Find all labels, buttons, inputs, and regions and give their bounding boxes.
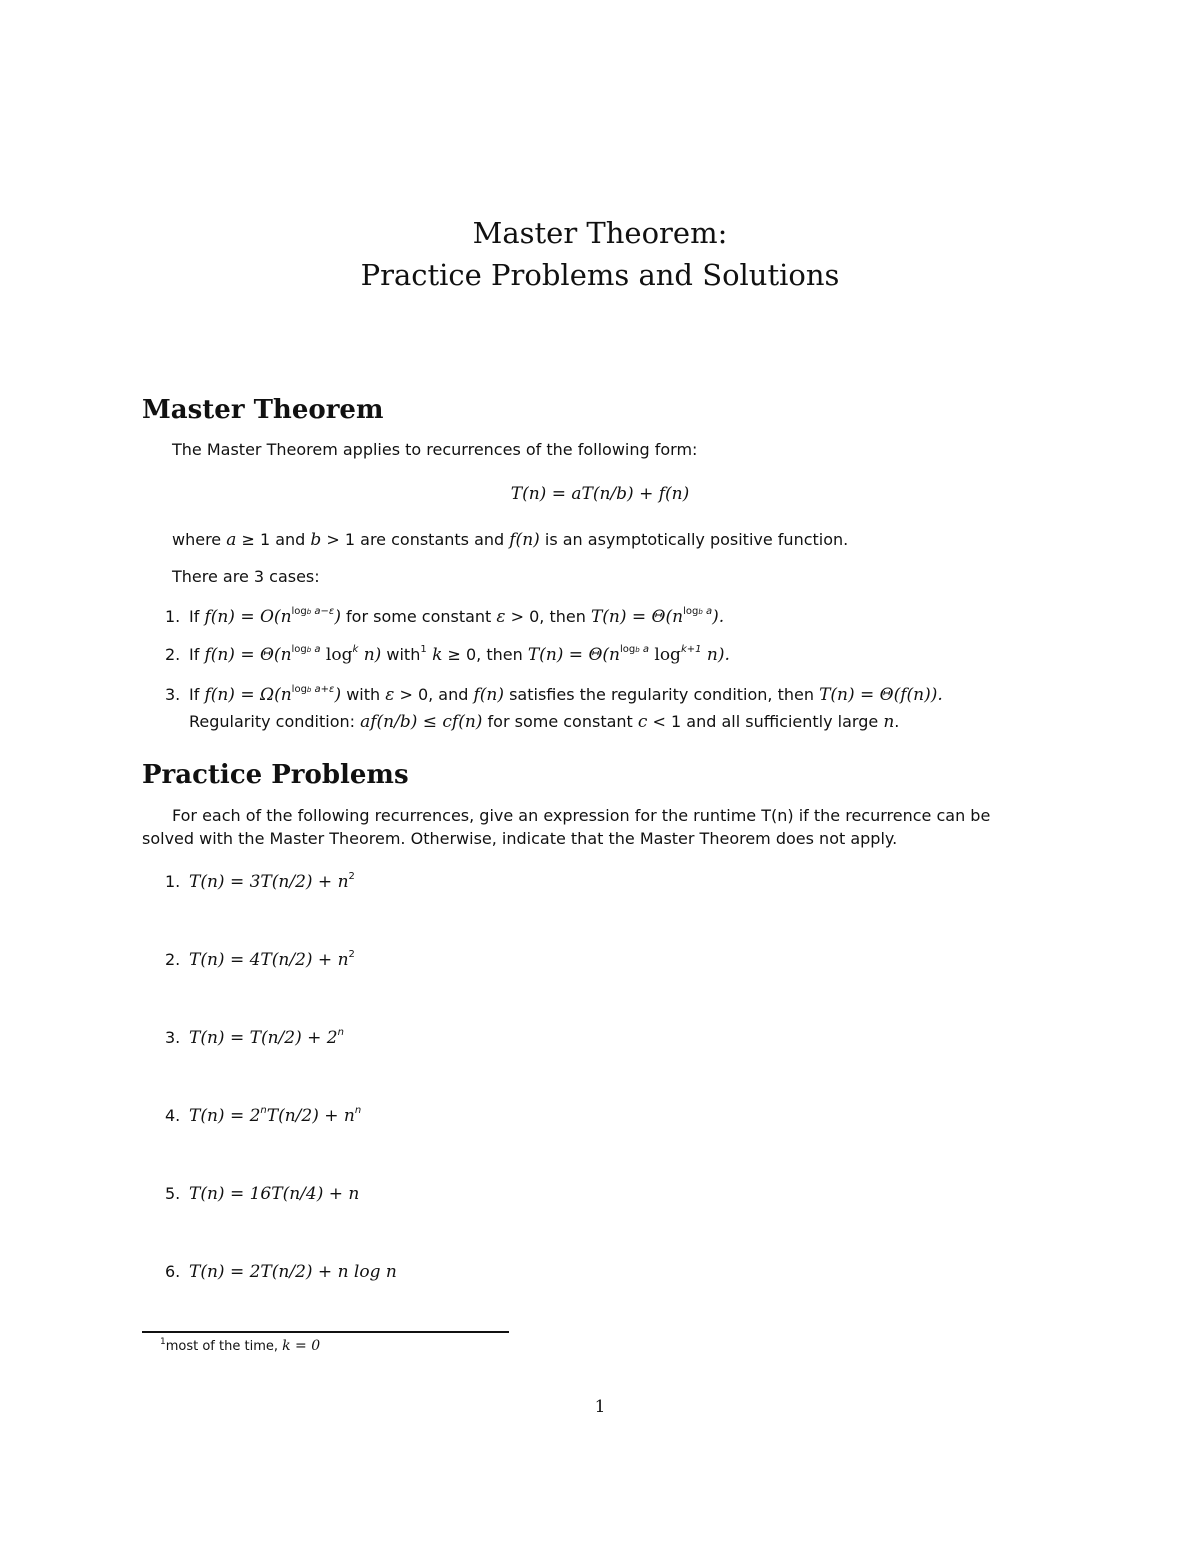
exp-base: b (635, 646, 640, 654)
exp-base: b (306, 646, 312, 654)
var-b: b (310, 530, 322, 550)
regularity-text: < 1 and all sufficiently large (647, 712, 884, 731)
case-text: for some constant (340, 607, 497, 626)
case-math: f(n) = Θ(n (204, 645, 292, 665)
recurrence-formula: T(n) = aT(n/b) + f(n) (510, 484, 690, 504)
regularity-math: af(n/b) ≤ cf(n) (360, 712, 483, 732)
exp-rest: a (702, 606, 713, 617)
problem-expression: T(n) = 3T(n/2) + n (189, 872, 349, 892)
case-text: If (189, 607, 205, 626)
case-exponent: k+1 (680, 644, 702, 655)
case-math: ). (712, 607, 725, 627)
case-1 (165, 607, 724, 627)
case-text: > 0, then (505, 607, 591, 626)
footnote-divider (142, 1331, 509, 1333)
case-text: with (341, 685, 386, 704)
where-text-4: is an asymptotically positive function. (539, 530, 849, 549)
case-text: satisfies the regularity condition, then (504, 685, 820, 704)
case-math: ε (496, 607, 506, 627)
exp-base: b (306, 686, 312, 694)
practice-intro-line-2: solved with the Master Theorem. Otherwise, indicate that the Master Theorem does not apply. (142, 829, 898, 848)
title-line-2: Practice Problems and Solutions (360, 258, 840, 292)
problem-expression: T(n) = 4T(n/2) + n (189, 950, 349, 970)
problem-1 (165, 872, 355, 892)
case-exponent (292, 644, 321, 655)
case-math: f(n) = Ω(n (204, 685, 292, 705)
where-text-1: where (172, 530, 227, 549)
case-math: n) (358, 645, 382, 665)
case-math: log (648, 645, 681, 665)
case-text: If (189, 685, 205, 704)
cases-intro: There are 3 cases: (172, 567, 320, 586)
problem-expression: T(n) = T(n/2) + 2 (189, 1028, 338, 1048)
where-text-2: ≥ 1 and (236, 530, 311, 549)
case-math: n). (701, 645, 730, 665)
case-math: f(n) (473, 685, 504, 705)
document-title (0, 212, 1200, 296)
case-text: If (189, 645, 205, 664)
regularity-math: n (883, 712, 895, 732)
exp-base: b (698, 608, 703, 616)
case-3 (165, 685, 943, 705)
footnote-text: most of the time, (165, 1339, 283, 1354)
practice-intro-line-1: For each of the following recurrences, give an expression for the runtime T(n) if the recurrence can be (172, 806, 991, 825)
footnote-ref: 1 (420, 644, 427, 655)
case-number: 2. (165, 645, 181, 664)
var-a: a (226, 530, 237, 550)
problem-exponent: 2 (348, 949, 355, 960)
problem-number: 4. (165, 1106, 181, 1125)
page-number: 1 (594, 1397, 606, 1417)
exp-rest: a (639, 644, 649, 655)
regularity-condition (189, 712, 899, 732)
regularity-text: Regularity condition: (189, 712, 361, 731)
case-number: 3. (165, 685, 181, 704)
case-exponent: k (352, 644, 359, 655)
case-text: with (381, 645, 421, 664)
problem-expression: T(n) = 16T(n/4) + n (189, 1184, 360, 1204)
problem-expression: T(n) = 2T(n/2) + n log n (189, 1262, 397, 1282)
problem-2 (165, 950, 355, 970)
intro-paragraph: The Master Theorem applies to recurrences of the following form: (172, 440, 698, 459)
footnote (160, 1338, 320, 1354)
problem-number: 6. (165, 1262, 181, 1281)
where-clause (172, 530, 848, 550)
title-line-1: Master Theorem: (472, 216, 728, 250)
case-math: ) (334, 685, 342, 705)
problem-exponent: n (354, 1105, 362, 1116)
exp-rest: a (311, 644, 321, 655)
footnote-mark: 1 (160, 1337, 166, 1347)
exp-base: b (306, 608, 312, 616)
case-math: ) (334, 607, 341, 627)
problem-number: 3. (165, 1028, 181, 1047)
regularity-text: for some constant (482, 712, 638, 731)
problem-5 (165, 1184, 359, 1204)
exp-log: log (619, 644, 636, 655)
case-math: T(n) = Θ(f(n)). (819, 685, 943, 705)
case-exponent (620, 644, 649, 655)
case-exponent (292, 684, 335, 695)
case-math: T(n) = Θ(n (527, 645, 620, 665)
case-math: f(n) = O(n (204, 607, 292, 627)
section-heading-practice-problems: Practice Problems (142, 760, 409, 790)
regularity-math: c (637, 712, 648, 732)
problem-expression: T(n/2) + n (266, 1106, 355, 1126)
regularity-text: . (894, 712, 900, 731)
case-exponent (683, 606, 712, 617)
problem-number: 1. (165, 872, 181, 891)
exp-log: log (683, 606, 699, 617)
problem-3 (165, 1028, 344, 1048)
exp-log: log (291, 606, 307, 617)
section-heading-master-theorem: Master Theorem (142, 395, 384, 425)
exp-log: log (291, 644, 307, 655)
problem-exponent: 2 (348, 871, 355, 882)
footnote-math: k = 0 (282, 1338, 321, 1354)
where-text-3: > 1 are constants and (321, 530, 510, 549)
problem-number: 2. (165, 950, 181, 969)
problem-exponent: n (260, 1105, 267, 1116)
var-fn: f(n) (509, 530, 540, 550)
case-number: 1. (165, 607, 181, 626)
case-math: log (320, 645, 353, 665)
problem-expression: T(n) = 2 (189, 1106, 261, 1126)
case-text: > 0, and (394, 685, 474, 704)
problem-6 (165, 1262, 397, 1282)
case-exponent (292, 606, 335, 617)
problem-number: 5. (165, 1184, 181, 1203)
case-2 (165, 645, 730, 665)
case-text: ≥ 0, then (442, 645, 528, 664)
exp-rest: a−ε (311, 606, 335, 617)
problem-4 (165, 1106, 361, 1126)
exp-log: log (291, 684, 307, 695)
case-math: k (426, 645, 443, 665)
problem-exponent: n (337, 1027, 344, 1038)
case-math: ε (385, 685, 395, 705)
case-math: T(n) = Θ(n (590, 607, 684, 627)
exp-rest: a+ε (311, 684, 335, 695)
